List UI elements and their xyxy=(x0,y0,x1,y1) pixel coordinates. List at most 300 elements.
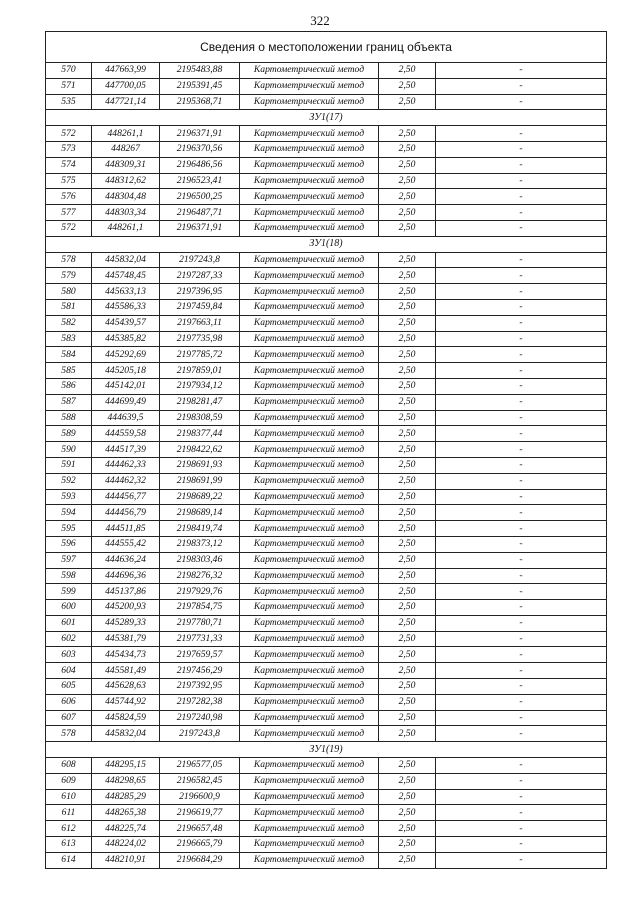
method-cell: Картометрический метод xyxy=(240,299,379,315)
point-number-cell: 572 xyxy=(46,126,92,142)
accuracy-cell: 2,50 xyxy=(379,473,436,489)
description-cell: - xyxy=(436,568,607,584)
description-cell: - xyxy=(436,552,607,568)
y-coordinate-cell: 2198276,32 xyxy=(160,568,240,584)
point-number-cell: 570 xyxy=(46,63,92,79)
point-number-cell: 606 xyxy=(46,694,92,710)
point-number-cell: 581 xyxy=(46,299,92,315)
method-cell: Картометрический метод xyxy=(240,521,379,537)
table-row xyxy=(46,141,607,157)
method-cell: Картометрический метод xyxy=(240,220,379,236)
point-number-cell: 598 xyxy=(46,568,92,584)
description-cell: - xyxy=(436,489,607,505)
accuracy-cell: 2,50 xyxy=(379,805,436,821)
table-row xyxy=(46,473,607,489)
y-coordinate-cell: 2198377,44 xyxy=(160,426,240,442)
x-coordinate-cell: 445824,59 xyxy=(92,710,160,726)
x-coordinate-cell: 444456,79 xyxy=(92,505,160,521)
x-coordinate-cell: 448304,48 xyxy=(92,189,160,205)
y-coordinate-cell: 2198308,59 xyxy=(160,410,240,426)
accuracy-cell: 2,50 xyxy=(379,205,436,221)
description-cell: - xyxy=(436,584,607,600)
y-coordinate-cell: 2198689,14 xyxy=(160,505,240,521)
description-cell: - xyxy=(436,694,607,710)
section-label: ЗУ1(17) xyxy=(46,110,607,126)
method-cell: Картометрический метод xyxy=(240,631,379,647)
table-row xyxy=(46,647,607,663)
accuracy-cell: 2,50 xyxy=(379,394,436,410)
description-cell: - xyxy=(436,347,607,363)
description-cell: - xyxy=(436,220,607,236)
y-coordinate-cell: 2197287,33 xyxy=(160,268,240,284)
point-number-cell: 605 xyxy=(46,679,92,695)
method-cell: Картометрический метод xyxy=(240,205,379,221)
description-cell: - xyxy=(436,837,607,853)
description-cell: - xyxy=(436,363,607,379)
y-coordinate-cell: 2197854,75 xyxy=(160,600,240,616)
section-label: ЗУ1(19) xyxy=(46,742,607,758)
table-row xyxy=(46,268,607,284)
point-number-cell: 573 xyxy=(46,141,92,157)
point-number-cell: 603 xyxy=(46,647,92,663)
x-coordinate-cell: 448210,91 xyxy=(92,852,160,868)
description-cell: - xyxy=(436,410,607,426)
table-row xyxy=(46,773,607,789)
description-cell: - xyxy=(436,394,607,410)
point-number-cell: 604 xyxy=(46,663,92,679)
method-cell: Картометрический метод xyxy=(240,837,379,853)
x-coordinate-cell: 445292,69 xyxy=(92,347,160,363)
y-coordinate-cell: 2196370,56 xyxy=(160,141,240,157)
x-coordinate-cell: 445289,33 xyxy=(92,615,160,631)
table-body xyxy=(46,32,607,869)
method-cell: Картометрический метод xyxy=(240,600,379,616)
x-coordinate-cell: 445142,01 xyxy=(92,378,160,394)
accuracy-cell: 2,50 xyxy=(379,189,436,205)
x-coordinate-cell: 444699,49 xyxy=(92,394,160,410)
method-cell: Картометрический метод xyxy=(240,252,379,268)
x-coordinate-cell: 448261,1 xyxy=(92,126,160,142)
accuracy-cell: 2,50 xyxy=(379,457,436,473)
table-row xyxy=(46,299,607,315)
table-row xyxy=(46,205,607,221)
table-row xyxy=(46,220,607,236)
y-coordinate-cell: 2196500,25 xyxy=(160,189,240,205)
point-number-cell: 612 xyxy=(46,821,92,837)
point-number-cell: 586 xyxy=(46,378,92,394)
y-coordinate-cell: 2197785,72 xyxy=(160,347,240,363)
x-coordinate-cell: 445832,04 xyxy=(92,726,160,742)
description-cell: - xyxy=(436,521,607,537)
description-cell: - xyxy=(436,126,607,142)
y-coordinate-cell: 2196619,77 xyxy=(160,805,240,821)
table-row xyxy=(46,315,607,331)
accuracy-cell: 2,50 xyxy=(379,726,436,742)
description-cell: - xyxy=(436,189,607,205)
y-coordinate-cell: 2195391,45 xyxy=(160,78,240,94)
method-cell: Картометрический метод xyxy=(240,189,379,205)
description-cell: - xyxy=(436,758,607,774)
x-coordinate-cell: 448303,34 xyxy=(92,205,160,221)
y-coordinate-cell: 2198281,47 xyxy=(160,394,240,410)
accuracy-cell: 2,50 xyxy=(379,410,436,426)
method-cell: Картометрический метод xyxy=(240,63,379,79)
accuracy-cell: 2,50 xyxy=(379,536,436,552)
accuracy-cell: 2,50 xyxy=(379,63,436,79)
method-cell: Картометрический метод xyxy=(240,710,379,726)
table-row xyxy=(46,568,607,584)
description-cell: - xyxy=(436,710,607,726)
x-coordinate-cell: 444696,36 xyxy=(92,568,160,584)
y-coordinate-cell: 2197243,8 xyxy=(160,726,240,742)
method-cell: Картометрический метод xyxy=(240,663,379,679)
table-row xyxy=(46,442,607,458)
method-cell: Картометрический метод xyxy=(240,442,379,458)
description-cell: - xyxy=(436,94,607,110)
description-cell: - xyxy=(436,157,607,173)
table-row xyxy=(46,489,607,505)
method-cell: Картометрический метод xyxy=(240,315,379,331)
point-number-cell: 594 xyxy=(46,505,92,521)
point-number-cell: 592 xyxy=(46,473,92,489)
table-row xyxy=(46,710,607,726)
table-row xyxy=(46,758,607,774)
y-coordinate-cell: 2197731,33 xyxy=(160,631,240,647)
accuracy-cell: 2,50 xyxy=(379,584,436,600)
point-number-cell: 588 xyxy=(46,410,92,426)
x-coordinate-cell: 445381,79 xyxy=(92,631,160,647)
description-cell: - xyxy=(436,473,607,489)
method-cell: Картометрический метод xyxy=(240,410,379,426)
table-row xyxy=(46,347,607,363)
method-cell: Картометрический метод xyxy=(240,126,379,142)
description-cell: - xyxy=(436,631,607,647)
point-number-cell: 608 xyxy=(46,758,92,774)
table-row xyxy=(46,126,607,142)
y-coordinate-cell: 2196600,9 xyxy=(160,789,240,805)
table-row xyxy=(46,631,607,647)
point-number-cell: 600 xyxy=(46,600,92,616)
y-coordinate-cell: 2198303,46 xyxy=(160,552,240,568)
method-cell: Картометрический метод xyxy=(240,615,379,631)
description-cell: - xyxy=(436,299,607,315)
y-coordinate-cell: 2197934,12 xyxy=(160,378,240,394)
point-number-cell: 578 xyxy=(46,252,92,268)
point-number-cell: 574 xyxy=(46,157,92,173)
description-cell: - xyxy=(436,457,607,473)
page-number: 322 xyxy=(310,13,330,28)
x-coordinate-cell: 448312,62 xyxy=(92,173,160,189)
point-number-cell: 595 xyxy=(46,521,92,537)
point-number-cell: 583 xyxy=(46,331,92,347)
accuracy-cell: 2,50 xyxy=(379,78,436,94)
table-row xyxy=(46,78,607,94)
y-coordinate-cell: 2197459,84 xyxy=(160,299,240,315)
x-coordinate-cell: 445832,04 xyxy=(92,252,160,268)
point-number-cell: 596 xyxy=(46,536,92,552)
y-coordinate-cell: 2196684,29 xyxy=(160,852,240,868)
table-row xyxy=(46,552,607,568)
section-row xyxy=(46,110,607,126)
accuracy-cell: 2,50 xyxy=(379,615,436,631)
x-coordinate-cell: 445439,57 xyxy=(92,315,160,331)
table-row xyxy=(46,663,607,679)
accuracy-cell: 2,50 xyxy=(379,363,436,379)
table-row xyxy=(46,457,607,473)
method-cell: Картометрический метод xyxy=(240,789,379,805)
accuracy-cell: 2,50 xyxy=(379,552,436,568)
accuracy-cell: 2,50 xyxy=(379,837,436,853)
table-row xyxy=(46,410,607,426)
accuracy-cell: 2,50 xyxy=(379,252,436,268)
x-coordinate-cell: 445744,92 xyxy=(92,694,160,710)
table-row xyxy=(46,394,607,410)
point-number-cell: 593 xyxy=(46,489,92,505)
y-coordinate-cell: 2196665,79 xyxy=(160,837,240,853)
x-coordinate-cell: 448298,65 xyxy=(92,773,160,789)
x-coordinate-cell: 445628,63 xyxy=(92,679,160,695)
y-coordinate-cell: 2198373,12 xyxy=(160,536,240,552)
description-cell: - xyxy=(436,442,607,458)
accuracy-cell: 2,50 xyxy=(379,758,436,774)
method-cell: Картометрический метод xyxy=(240,94,379,110)
point-number-cell: 589 xyxy=(46,426,92,442)
accuracy-cell: 2,50 xyxy=(379,378,436,394)
x-coordinate-cell: 448267 xyxy=(92,141,160,157)
point-number-cell: 599 xyxy=(46,584,92,600)
method-cell: Картометрический метод xyxy=(240,378,379,394)
x-coordinate-cell: 445748,45 xyxy=(92,268,160,284)
x-coordinate-cell: 444462,33 xyxy=(92,457,160,473)
description-cell: - xyxy=(436,378,607,394)
point-number-cell: 580 xyxy=(46,284,92,300)
accuracy-cell: 2,50 xyxy=(379,442,436,458)
y-coordinate-cell: 2197456,29 xyxy=(160,663,240,679)
description-cell: - xyxy=(436,284,607,300)
y-coordinate-cell: 2197663,11 xyxy=(160,315,240,331)
x-coordinate-cell: 448309,31 xyxy=(92,157,160,173)
accuracy-cell: 2,50 xyxy=(379,489,436,505)
method-cell: Картометрический метод xyxy=(240,852,379,868)
point-number-cell: 601 xyxy=(46,615,92,631)
y-coordinate-cell: 2196486,56 xyxy=(160,157,240,173)
y-coordinate-cell: 2196582,45 xyxy=(160,773,240,789)
point-number-cell: 585 xyxy=(46,363,92,379)
point-number-cell: 597 xyxy=(46,552,92,568)
accuracy-cell: 2,50 xyxy=(379,852,436,868)
description-cell: - xyxy=(436,426,607,442)
table-title: Сведения о местоположении границ объекта xyxy=(46,32,607,63)
description-cell: - xyxy=(436,663,607,679)
point-number-cell: 614 xyxy=(46,852,92,868)
x-coordinate-cell: 444517,39 xyxy=(92,442,160,458)
description-cell: - xyxy=(436,852,607,868)
accuracy-cell: 2,50 xyxy=(379,347,436,363)
boundary-coordinates-table xyxy=(45,31,607,869)
y-coordinate-cell: 2197392,95 xyxy=(160,679,240,695)
point-number-cell: 584 xyxy=(46,347,92,363)
accuracy-cell: 2,50 xyxy=(379,663,436,679)
point-number-cell: 611 xyxy=(46,805,92,821)
x-coordinate-cell: 444639,5 xyxy=(92,410,160,426)
description-cell: - xyxy=(436,141,607,157)
table-row xyxy=(46,521,607,537)
point-number-cell: 607 xyxy=(46,710,92,726)
y-coordinate-cell: 2198691,99 xyxy=(160,473,240,489)
table-row xyxy=(46,284,607,300)
y-coordinate-cell: 2198419,74 xyxy=(160,521,240,537)
method-cell: Картометрический метод xyxy=(240,536,379,552)
method-cell: Картометрический метод xyxy=(240,726,379,742)
method-cell: Картометрический метод xyxy=(240,473,379,489)
description-cell: - xyxy=(436,173,607,189)
y-coordinate-cell: 2198422,62 xyxy=(160,442,240,458)
accuracy-cell: 2,50 xyxy=(379,284,436,300)
description-cell: - xyxy=(436,615,607,631)
table-row xyxy=(46,331,607,347)
point-number-cell: 535 xyxy=(46,94,92,110)
accuracy-cell: 2,50 xyxy=(379,505,436,521)
point-number-cell: 587 xyxy=(46,394,92,410)
point-number-cell: 609 xyxy=(46,773,92,789)
table-row xyxy=(46,726,607,742)
y-coordinate-cell: 2197735,98 xyxy=(160,331,240,347)
table-row xyxy=(46,536,607,552)
method-cell: Картометрический метод xyxy=(240,773,379,789)
method-cell: Картометрический метод xyxy=(240,694,379,710)
point-number-cell: 590 xyxy=(46,442,92,458)
method-cell: Картометрический метод xyxy=(240,347,379,363)
point-number-cell: 613 xyxy=(46,837,92,853)
method-cell: Картометрический метод xyxy=(240,426,379,442)
x-coordinate-cell: 448261,1 xyxy=(92,220,160,236)
accuracy-cell: 2,50 xyxy=(379,126,436,142)
description-cell: - xyxy=(436,805,607,821)
table-row xyxy=(46,694,607,710)
table-row xyxy=(46,505,607,521)
method-cell: Картометрический метод xyxy=(240,758,379,774)
x-coordinate-cell: 444555,42 xyxy=(92,536,160,552)
x-coordinate-cell: 444636,24 xyxy=(92,552,160,568)
method-cell: Картометрический метод xyxy=(240,457,379,473)
y-coordinate-cell: 2196487,71 xyxy=(160,205,240,221)
y-coordinate-cell: 2197929,76 xyxy=(160,584,240,600)
x-coordinate-cell: 444511,85 xyxy=(92,521,160,537)
description-cell: - xyxy=(436,252,607,268)
point-number-cell: 576 xyxy=(46,189,92,205)
y-coordinate-cell: 2197859,01 xyxy=(160,363,240,379)
table-row xyxy=(46,852,607,868)
point-number-cell: 571 xyxy=(46,78,92,94)
section-row xyxy=(46,236,607,252)
description-cell: - xyxy=(436,679,607,695)
table-row xyxy=(46,189,607,205)
x-coordinate-cell: 445200,93 xyxy=(92,600,160,616)
y-coordinate-cell: 2197659,57 xyxy=(160,647,240,663)
point-number-cell: 610 xyxy=(46,789,92,805)
table-row xyxy=(46,584,607,600)
accuracy-cell: 2,50 xyxy=(379,821,436,837)
x-coordinate-cell: 445586,33 xyxy=(92,299,160,315)
table-row xyxy=(46,363,607,379)
accuracy-cell: 2,50 xyxy=(379,94,436,110)
method-cell: Картометрический метод xyxy=(240,284,379,300)
method-cell: Картометрический метод xyxy=(240,489,379,505)
y-coordinate-cell: 2195368,71 xyxy=(160,94,240,110)
description-cell: - xyxy=(436,647,607,663)
method-cell: Картометрический метод xyxy=(240,552,379,568)
accuracy-cell: 2,50 xyxy=(379,299,436,315)
method-cell: Картометрический метод xyxy=(240,78,379,94)
y-coordinate-cell: 2196371,91 xyxy=(160,126,240,142)
accuracy-cell: 2,50 xyxy=(379,710,436,726)
table-row xyxy=(46,679,607,695)
description-cell: - xyxy=(436,268,607,284)
method-cell: Картометрический метод xyxy=(240,821,379,837)
description-cell: - xyxy=(436,331,607,347)
method-cell: Картометрический метод xyxy=(240,141,379,157)
description-cell: - xyxy=(436,315,607,331)
x-coordinate-cell: 444462,32 xyxy=(92,473,160,489)
table-row xyxy=(46,94,607,110)
x-coordinate-cell: 444559,58 xyxy=(92,426,160,442)
y-coordinate-cell: 2196657,48 xyxy=(160,821,240,837)
accuracy-cell: 2,50 xyxy=(379,600,436,616)
method-cell: Картометрический метод xyxy=(240,331,379,347)
x-coordinate-cell: 448285,29 xyxy=(92,789,160,805)
y-coordinate-cell: 2198689,22 xyxy=(160,489,240,505)
description-cell: - xyxy=(436,789,607,805)
point-number-cell: 602 xyxy=(46,631,92,647)
accuracy-cell: 2,50 xyxy=(379,157,436,173)
y-coordinate-cell: 2197780,71 xyxy=(160,615,240,631)
method-cell: Картометрический метод xyxy=(240,363,379,379)
point-number-cell: 582 xyxy=(46,315,92,331)
x-coordinate-cell: 447663,99 xyxy=(92,63,160,79)
point-number-cell: 578 xyxy=(46,726,92,742)
x-coordinate-cell: 445205,18 xyxy=(92,363,160,379)
accuracy-cell: 2,50 xyxy=(379,426,436,442)
method-cell: Картометрический метод xyxy=(240,647,379,663)
accuracy-cell: 2,50 xyxy=(379,173,436,189)
point-number-cell: 575 xyxy=(46,173,92,189)
table-row xyxy=(46,157,607,173)
x-coordinate-cell: 448225,74 xyxy=(92,821,160,837)
section-label: ЗУ1(18) xyxy=(46,236,607,252)
method-cell: Картометрический метод xyxy=(240,173,379,189)
method-cell: Картометрический метод xyxy=(240,394,379,410)
point-number-cell: 577 xyxy=(46,205,92,221)
description-cell: - xyxy=(436,63,607,79)
table-row xyxy=(46,615,607,631)
method-cell: Картометрический метод xyxy=(240,584,379,600)
accuracy-cell: 2,50 xyxy=(379,315,436,331)
x-coordinate-cell: 447721,14 xyxy=(92,94,160,110)
accuracy-cell: 2,50 xyxy=(379,631,436,647)
accuracy-cell: 2,50 xyxy=(379,568,436,584)
table-row xyxy=(46,600,607,616)
method-cell: Картометрический метод xyxy=(240,568,379,584)
accuracy-cell: 2,50 xyxy=(379,789,436,805)
method-cell: Картометрический метод xyxy=(240,505,379,521)
table-row xyxy=(46,805,607,821)
x-coordinate-cell: 447700,05 xyxy=(92,78,160,94)
y-coordinate-cell: 2197282,38 xyxy=(160,694,240,710)
table-row xyxy=(46,63,607,79)
table-row xyxy=(46,821,607,837)
y-coordinate-cell: 2196523,41 xyxy=(160,173,240,189)
description-cell: - xyxy=(436,726,607,742)
